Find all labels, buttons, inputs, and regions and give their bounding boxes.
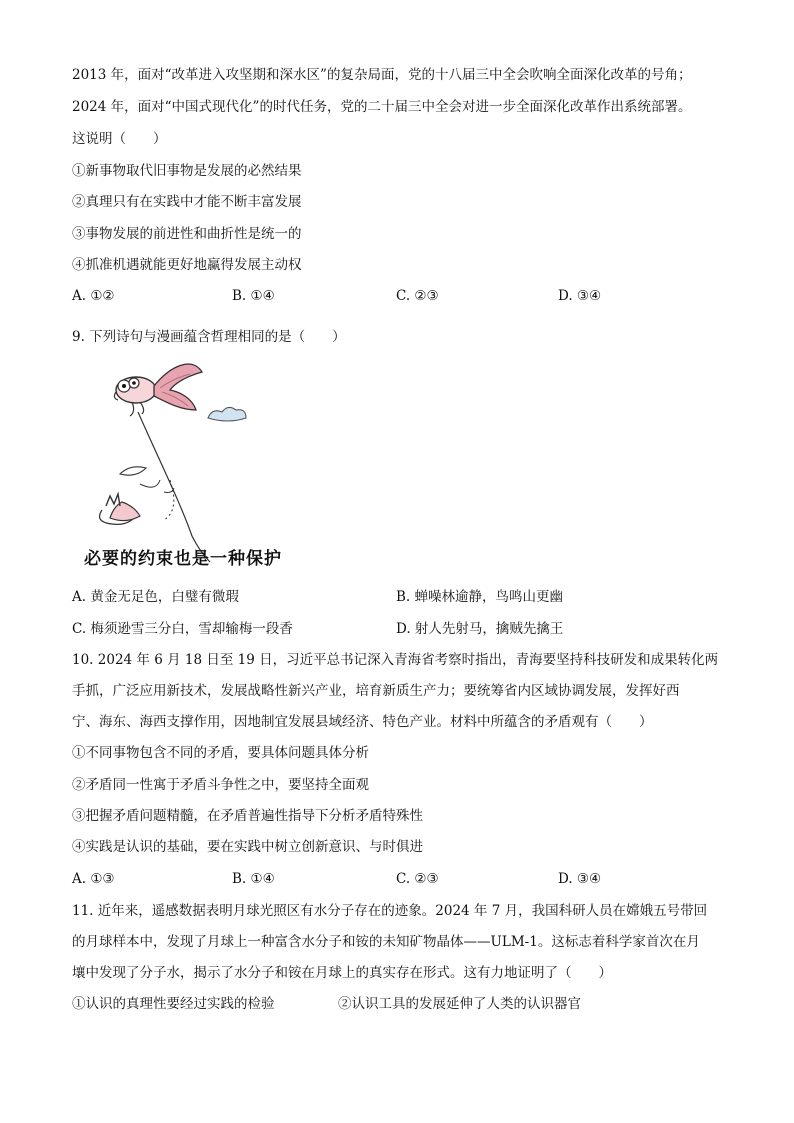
q9-option-d[interactable]: D. 射人先射马，擒贼先擒王 — [396, 621, 564, 637]
cartoon-caption: 必要的约束也是一种保护 — [84, 549, 282, 569]
q10-statement-3: ③把握矛盾问题精髓，在矛盾普遍性指导下分析矛盾特殊性 — [72, 808, 423, 824]
q8-stem-line-2: 2024 年，面对“中国式现代化”的时代任务，党的二十届三中全会对进一步全面深化改革作出系统部署。 — [72, 99, 692, 115]
q8-option-b[interactable]: B. ①④ — [232, 288, 275, 304]
q11-stem-line-3: 壤中发现了分子水，揭示了水分子和铵在月球上的真实存在形式。这有力地证明了（ ） — [72, 965, 612, 981]
fallen-kite-icon — [100, 467, 174, 525]
q11-stem-line-1: 11. 近年来，遥感数据表明月球光照区有水分子存在的迹象。2024 年 7 月，我国科研人员在嫦娥五号带回 — [72, 903, 708, 919]
q8-statement-1: ①新事物取代旧事物是发展的必然结果 — [72, 163, 302, 179]
q8-option-d[interactable]: D. ③④ — [558, 288, 602, 304]
q10-statement-4: ④实践是认识的基础，要在实践中树立创新意识、与时俱进 — [72, 839, 423, 855]
fish-kite-icon — [114, 364, 202, 416]
q11-statement-2: ②认识工具的发展延伸了人类的认识器官 — [338, 996, 581, 1012]
q10-stem-line-3: 宁、海东、海西支撑作用，因地制宜发展县域经济、特色产业。材料中所蕴含的矛盾观有（ ） — [72, 714, 653, 730]
q8-option-a[interactable]: A. ①② — [72, 288, 115, 304]
q10-option-a[interactable]: A. ①③ — [72, 871, 115, 887]
q10-stem-line-1: 10. 2024 年 6 月 18 日至 19 日，习近平总书记深入青海省考察时指出，青海要坚持科技研发和成果转化两 — [72, 652, 719, 668]
q10-option-d[interactable]: D. ③④ — [558, 871, 602, 887]
q8-statement-2: ②真理只有在实践中才能不断丰富发展 — [72, 194, 302, 210]
q8-stem-line-3: 这说明（ ） — [72, 131, 167, 147]
q9-stem: 9. 下列诗句与漫画蕴含哲理相同的是（ ） — [72, 329, 346, 345]
q9-option-b[interactable]: B. 蝉噪林逾静，鸟鸣山更幽 — [396, 589, 564, 605]
q10-stem-line-2: 手抓，广泛应用新技术，发展战略性新兴产业，培育新质生产力；要统筹省内区域协调发展，发挥好西 — [72, 683, 680, 699]
kite-cartoon-image — [80, 352, 300, 574]
q10-option-c[interactable]: C. ②③ — [396, 871, 439, 887]
q8-statement-4: ④抓准机遇就能更好地赢得发展主动权 — [72, 257, 302, 273]
q10-statement-1: ①不同事物包含不同的矛盾，要具体问题具体分析 — [72, 745, 369, 761]
cloud-icon — [208, 407, 246, 421]
q10-option-b[interactable]: B. ①④ — [232, 871, 275, 887]
q9-option-c[interactable]: C. 梅须逊雪三分白，雪却输梅一段香 — [72, 621, 293, 637]
q8-stem-line-1: 2013 年，面对“改革进入攻坚期和深水区”的复杂局面，党的十八届三中全会吹响全面深化改革的号角； — [72, 67, 692, 83]
q8-option-c[interactable]: C. ②③ — [396, 288, 439, 304]
q8-statement-3: ③事物发展的前进性和曲折性是统一的 — [72, 226, 302, 242]
q9-option-a[interactable]: A. 黄金无足色，白璧有微瑕 — [72, 589, 239, 605]
q10-statement-2: ②矛盾同一性寓于矛盾斗争性之中，要坚持全面观 — [72, 777, 369, 793]
q11-stem-line-2: 的月球样本中，发现了月球上一种富含水分子和铵的未知矿物晶体——ULM-1。这标志着科学家首次在月 — [72, 934, 700, 950]
q11-statement-1: ①认识的真理性要经过实践的检验 — [72, 996, 275, 1012]
